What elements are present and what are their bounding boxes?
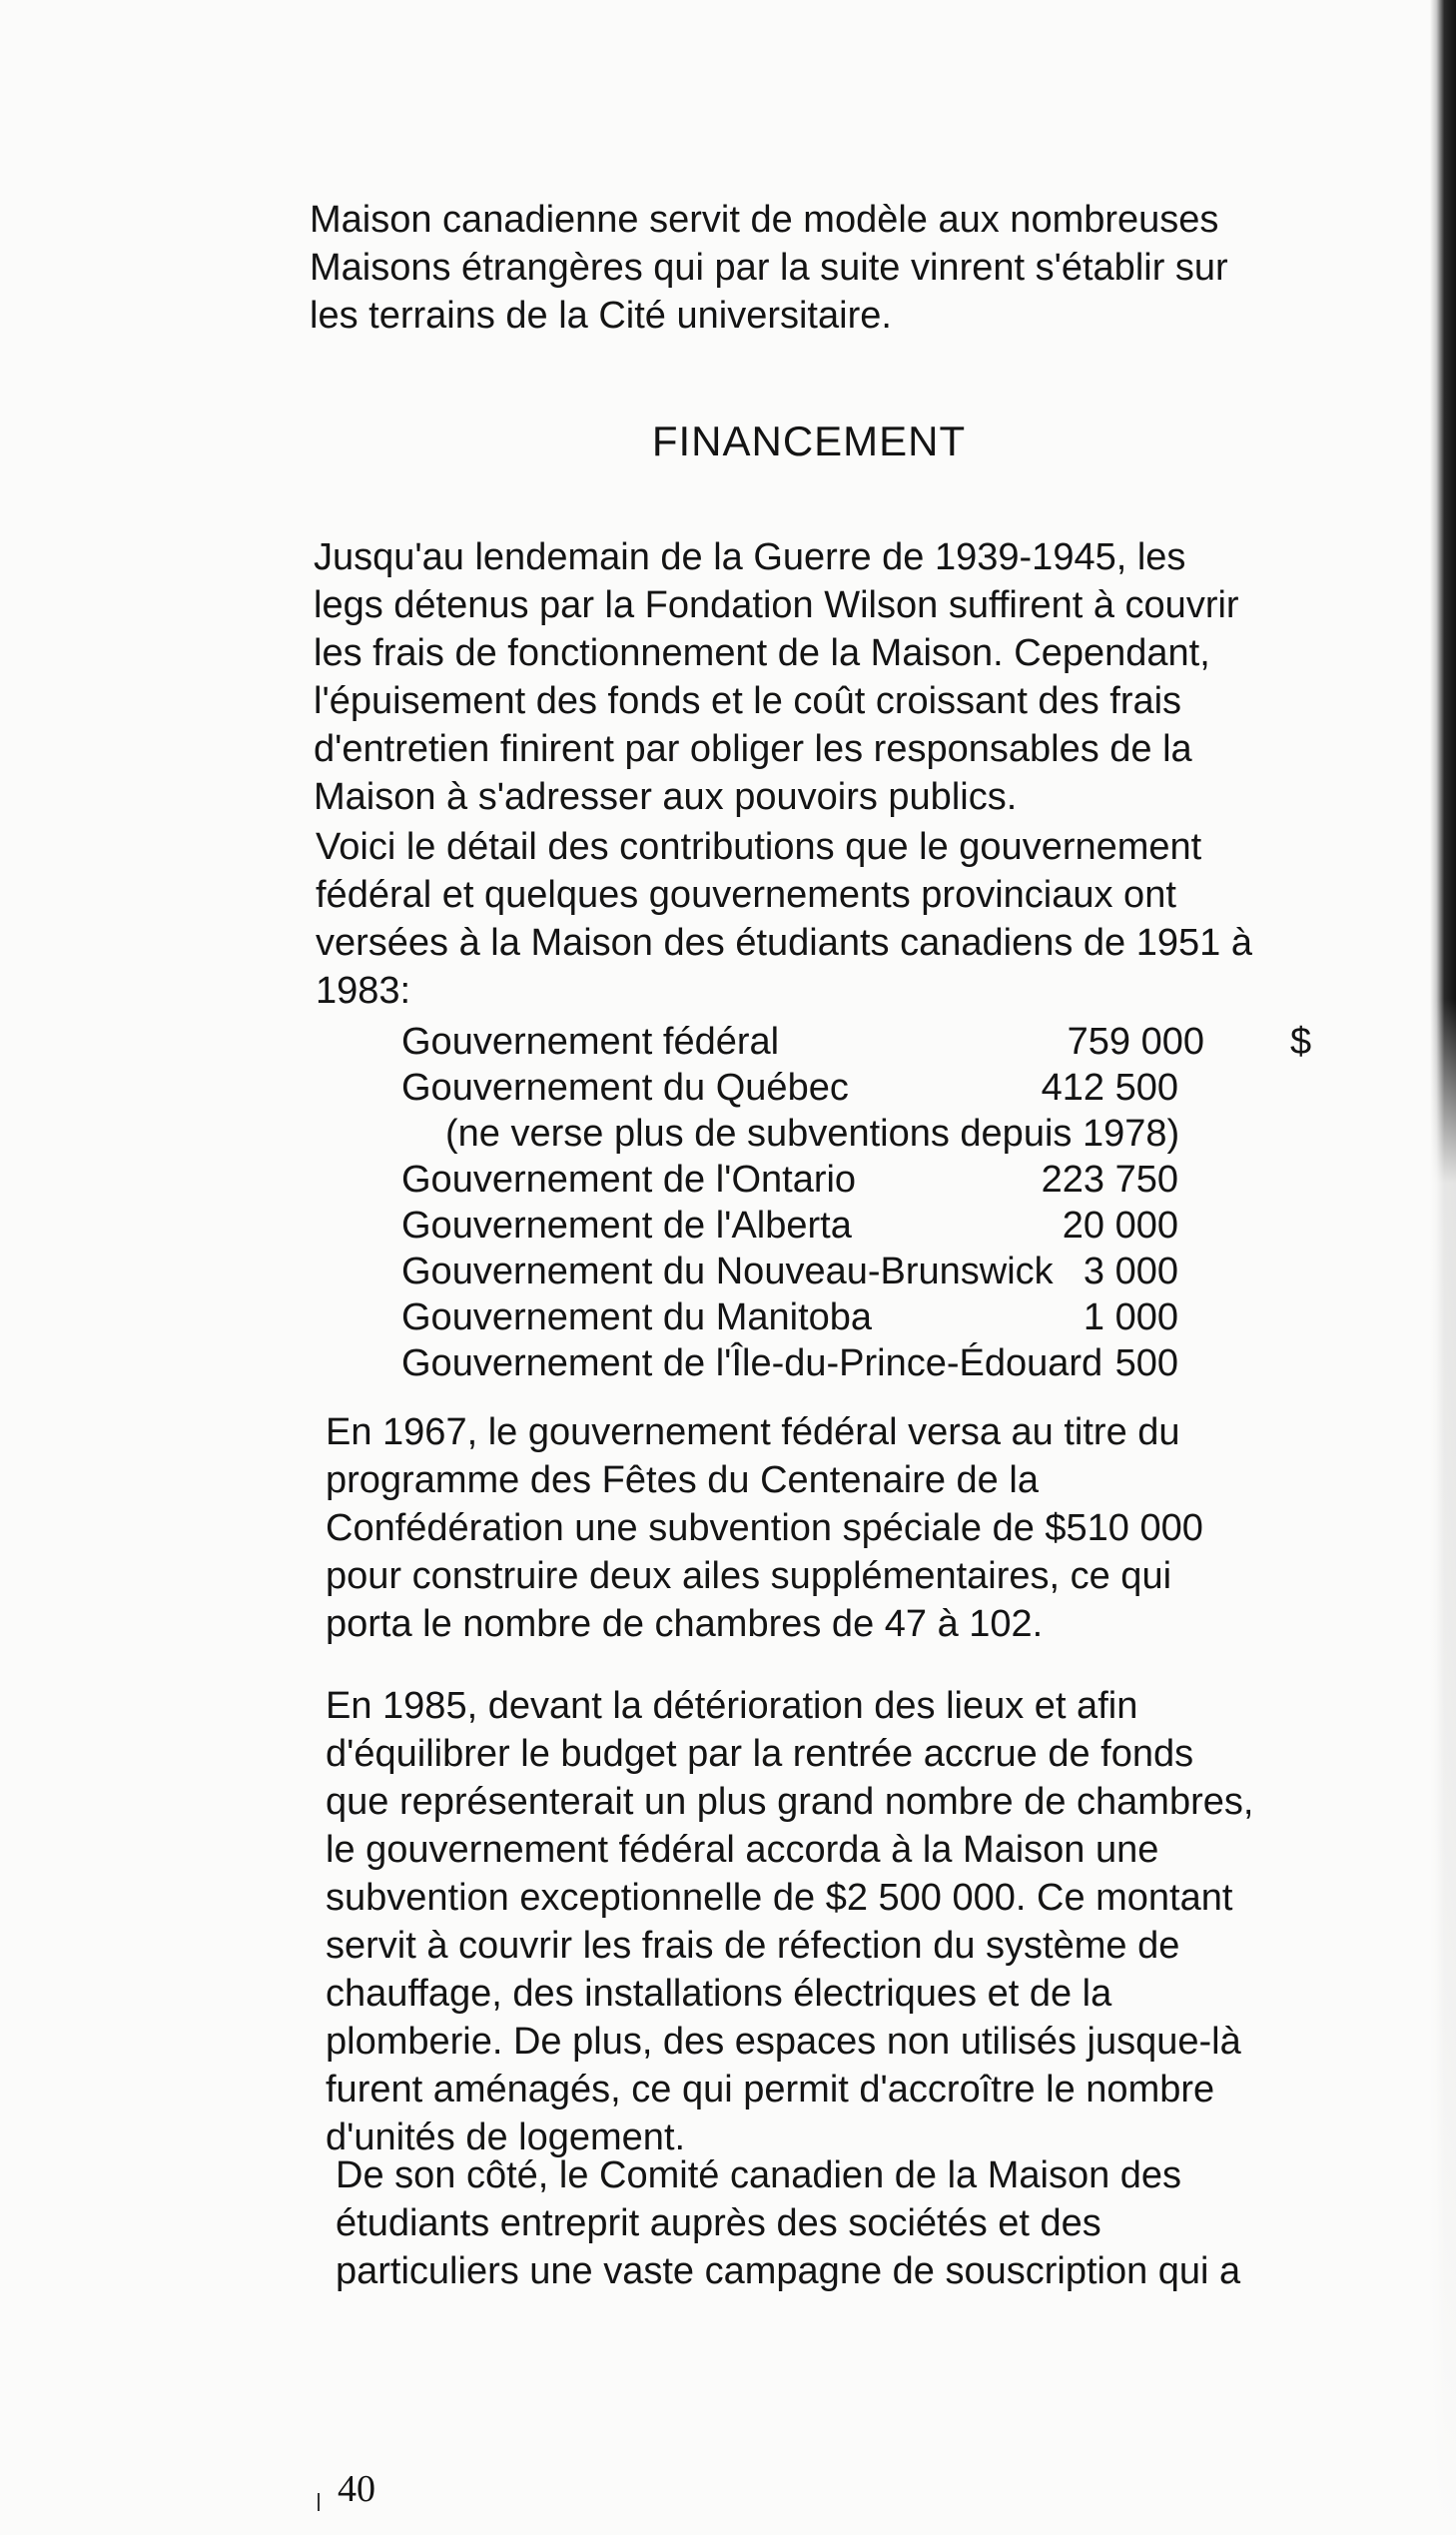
contribution-amount: 412 500 [1041,1067,1178,1109]
text-line: versées à la Maison des étudiants canadiens de 1951 à [316,922,1252,964]
text-line: étudiants entreprit auprès des sociétés et des [336,2202,1101,2244]
contribution-row-manitoba [401,1294,1320,1340]
contribution-label: Gouvernement du Nouveau-Brunswick [401,1251,1054,1292]
contribution-row-quebec [401,1065,1320,1111]
text-line: Voici le détail des contributions que le gouvernement [316,826,1202,868]
contribution-amount: 500 [1114,1342,1178,1384]
text-line: De son côté, le Comité canadien de la Maison des [336,2154,1182,2196]
text-line: le gouvernement fédéral accorda à la Maison une [326,1829,1159,1871]
binding-edge-fade [1430,999,1456,2535]
contribution-row-federal [401,1019,1320,1065]
contribution-label: Gouvernement du Québec [401,1067,849,1109]
text-line: Maison canadienne servit de modèle aux nombreuses [310,199,1219,241]
contribution-note: (ne verse plus de subventions depuis 1978) [445,1113,1180,1155]
text-line: programme des Fêtes du Centenaire de la [326,1459,1039,1501]
text-line: 1983: [316,970,411,1012]
contribution-row-nouveau-brunswick [401,1249,1320,1294]
contribution-amount: 20 000 [1062,1205,1178,1247]
text-line: les terrains de la Cité universitaire. [310,295,892,337]
text-line: d'unités de logement. [326,2116,686,2158]
contribution-row-ipe [401,1340,1320,1386]
contribution-label: Gouvernement de l'Île-du-Prince-Édouard [401,1342,1103,1384]
paragraph-funding-history [314,533,1239,821]
page-number: 40 [338,2468,375,2510]
contribution-label: Gouvernement fédéral [401,1021,780,1063]
text-line: les frais de fonctionnement de la Maison. Cependant, [314,632,1210,674]
paragraph-centennial-grant [326,1408,1203,1648]
text-line: En 1967, le gouvernement fédéral versa au titre du [326,1411,1180,1453]
text-line: particuliers une vaste campagne de souscription qui a [336,2250,1241,2292]
text-line: servit à couvrir les frais de réfection du système de [326,1925,1180,1967]
text-line: pour construire deux ailes supplémentaires, ce qui [326,1555,1172,1597]
contributions-table [401,1019,1320,1386]
text-line: subvention exceptionnelle de $2 500 000. Ce montant [326,1877,1233,1919]
text-line: Maisons étrangères qui par la suite vinrent s'établir sur [310,247,1228,289]
contribution-label: Gouvernement de l'Ontario [401,1159,857,1201]
contribution-amount: 223 750 [1041,1159,1178,1201]
contribution-label: Gouvernement du Manitoba [401,1296,873,1338]
text-line: Jusqu'au lendemain de la Guerre de 1939-1945, les [314,536,1186,578]
section-title: FINANCEMENT [651,418,967,464]
text-line: que représenterait un plus grand nombre de chambres, [326,1781,1254,1823]
paragraph-contributions-intro [316,823,1252,1015]
text-line: plomberie. De plus, des espaces non utilisés jusque-là [326,2021,1241,2063]
text-line: chauffage, des installations électriques et de la [326,1973,1112,2015]
text-line: d'équilibrer le budget par la rentrée accrue de fonds [326,1733,1194,1775]
text-line: fédéral et quelques gouvernements provinciaux ont [316,874,1176,916]
text-line: legs détenus par la Fondation Wilson suffirent à couvrir [314,584,1239,626]
contribution-note-quebec [401,1111,1320,1157]
margin-tick-mark [318,2493,320,2511]
currency-symbol: $ [1290,1021,1312,1063]
contribution-label: Gouvernement de l'Alberta [401,1205,852,1247]
text-line: furent aménagés, ce qui permit d'accroître le nombre [326,2069,1215,2111]
contribution-amount: 759 000 [1067,1021,1204,1063]
text-line: Confédération une subvention spéciale de $510 000 [326,1507,1203,1549]
contribution-amount: 1 000 [1083,1296,1178,1338]
intro-paragraph [310,196,1228,340]
contribution-row-ontario [401,1157,1320,1203]
text-line: En 1985, devant la détérioration des lieux et afin [326,1685,1138,1727]
text-line: porta le nombre de chambres de 47 à 102. [326,1603,1044,1645]
paragraph-fundraising [336,2151,1240,2295]
text-line: l'épuisement des fonds et le coût croissant des frais [314,680,1182,722]
contribution-amount: 3 000 [1083,1251,1178,1292]
text-line: Maison à s'adresser aux pouvoirs publics. [314,776,1018,818]
paragraph-1985-grant [326,1682,1253,2161]
text-line: d'entretien finirent par obliger les responsables de la [314,728,1192,770]
contribution-row-alberta [401,1203,1320,1249]
